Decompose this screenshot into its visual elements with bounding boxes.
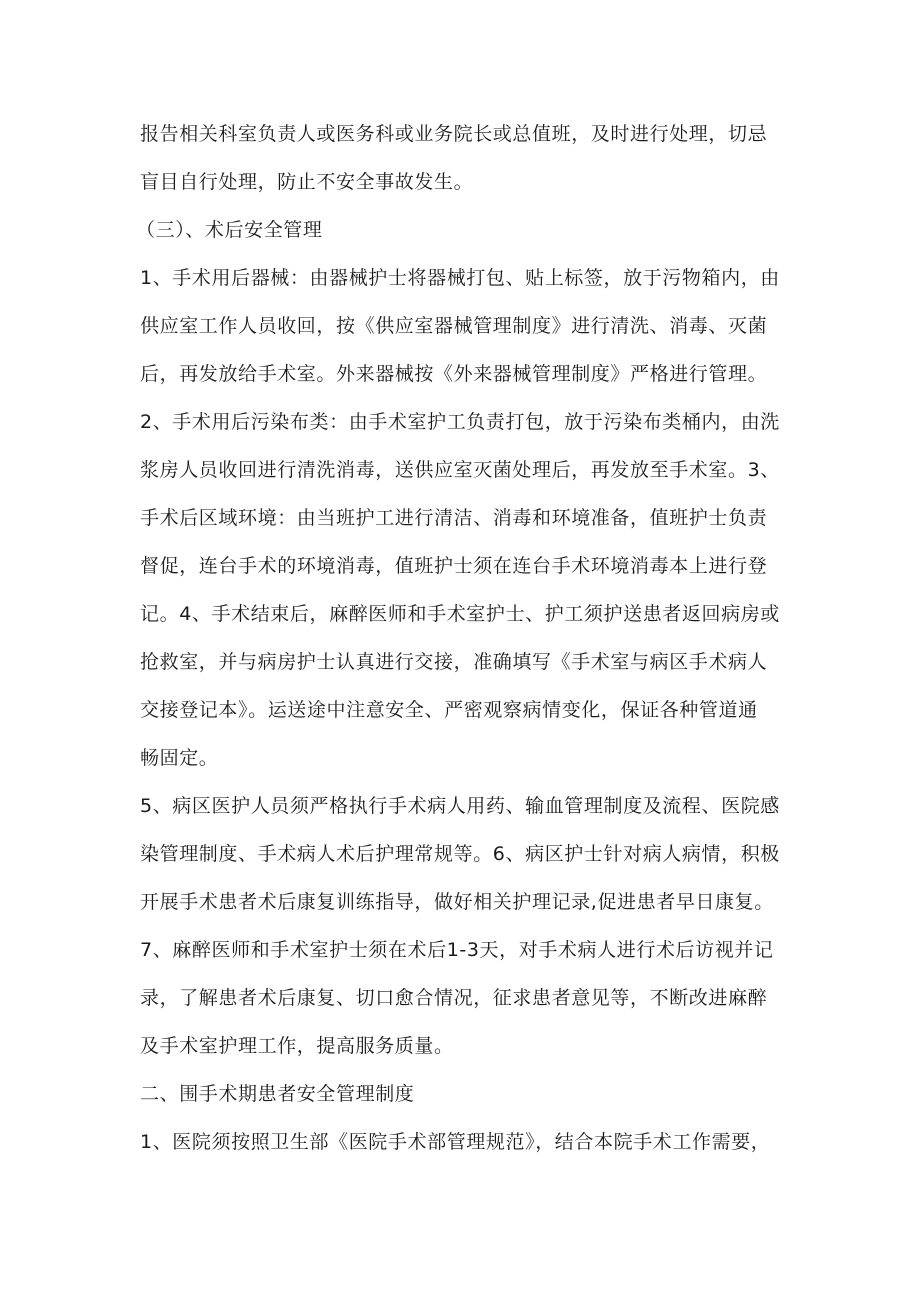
text-line: 畅固定。 <box>140 747 219 769</box>
section-heading: （三）、术后安全管理 <box>136 219 323 241</box>
text-line: 7、麻醉医师和手术室护士须在术后1-3天，对手术病人进行术后访视并记 <box>140 939 774 961</box>
text-line: 及手术室护理工作，提高服务质量。 <box>140 1035 454 1057</box>
text-line: 开展手术患者术后康复训练指导，做好相关护理记录,促进患者早日康复。 <box>140 891 774 913</box>
text-line: 供应室工作人员收回，按《供应室器械管理制度》进行清洗、消毒、灭菌 <box>140 315 768 337</box>
text-line: 交接登记本》。运送途中注意安全、严密观察病情变化，保证各种管道通 <box>140 699 758 721</box>
text-line: 督促，连台手术的环境消毒，值班护士须在连台手术环境消毒本上进行登 <box>140 555 768 577</box>
text-line: 抢救室，并与病房护士认真进行交接，准确填写《手术室与病区手术病人 <box>140 651 768 673</box>
text-line: 1、医院须按照卫生部《医院手术部管理规范》，结合本院手术工作需要， <box>140 1131 771 1153</box>
section-heading: 二、围手术期患者安全管理制度 <box>140 1083 415 1105</box>
text-line: 1、手术用后器械：由器械护士将器械打包、贴上标签，放于污物箱内，由 <box>140 267 780 289</box>
text-line: 染管理制度、手术病人术后护理常规等。6、病区护士针对病人病情，积极 <box>140 843 780 865</box>
text-line: 盲目自行处理，防止不安全事故发生。 <box>140 171 474 193</box>
text-line: 5、病区医护人员须严格执行手术病人用药、输血管理制度及流程、医院感 <box>140 795 780 817</box>
text-line: 2、手术用后污染布类：由手术室护工负责打包，放于污染布类桶内，由洗 <box>140 411 780 433</box>
text-line: 录，了解患者术后康复、切口愈合情况，征求患者意见等，不断改进麻醉 <box>140 987 768 1009</box>
text-line: 浆房人员收回进行清洗消毒，送供应室灭菌处理后，再发放至手术室。3、 <box>140 459 780 481</box>
text-line: 记。4、手术结束后，麻醉医师和手术室护士、护工须护送患者返回病房或 <box>140 603 780 625</box>
text-line: 后，再发放给手术室。外来器械按《外来器械管理制度》严格进行管理。 <box>140 363 768 385</box>
text-line: 报告相关科室负责人或医务科或业务院长或总值班，及时进行处理，切忌 <box>140 123 768 145</box>
text-line: 手术后区域环境：由当班护工进行清洁、消毒和环境准备，值班护士负责 <box>140 507 768 529</box>
